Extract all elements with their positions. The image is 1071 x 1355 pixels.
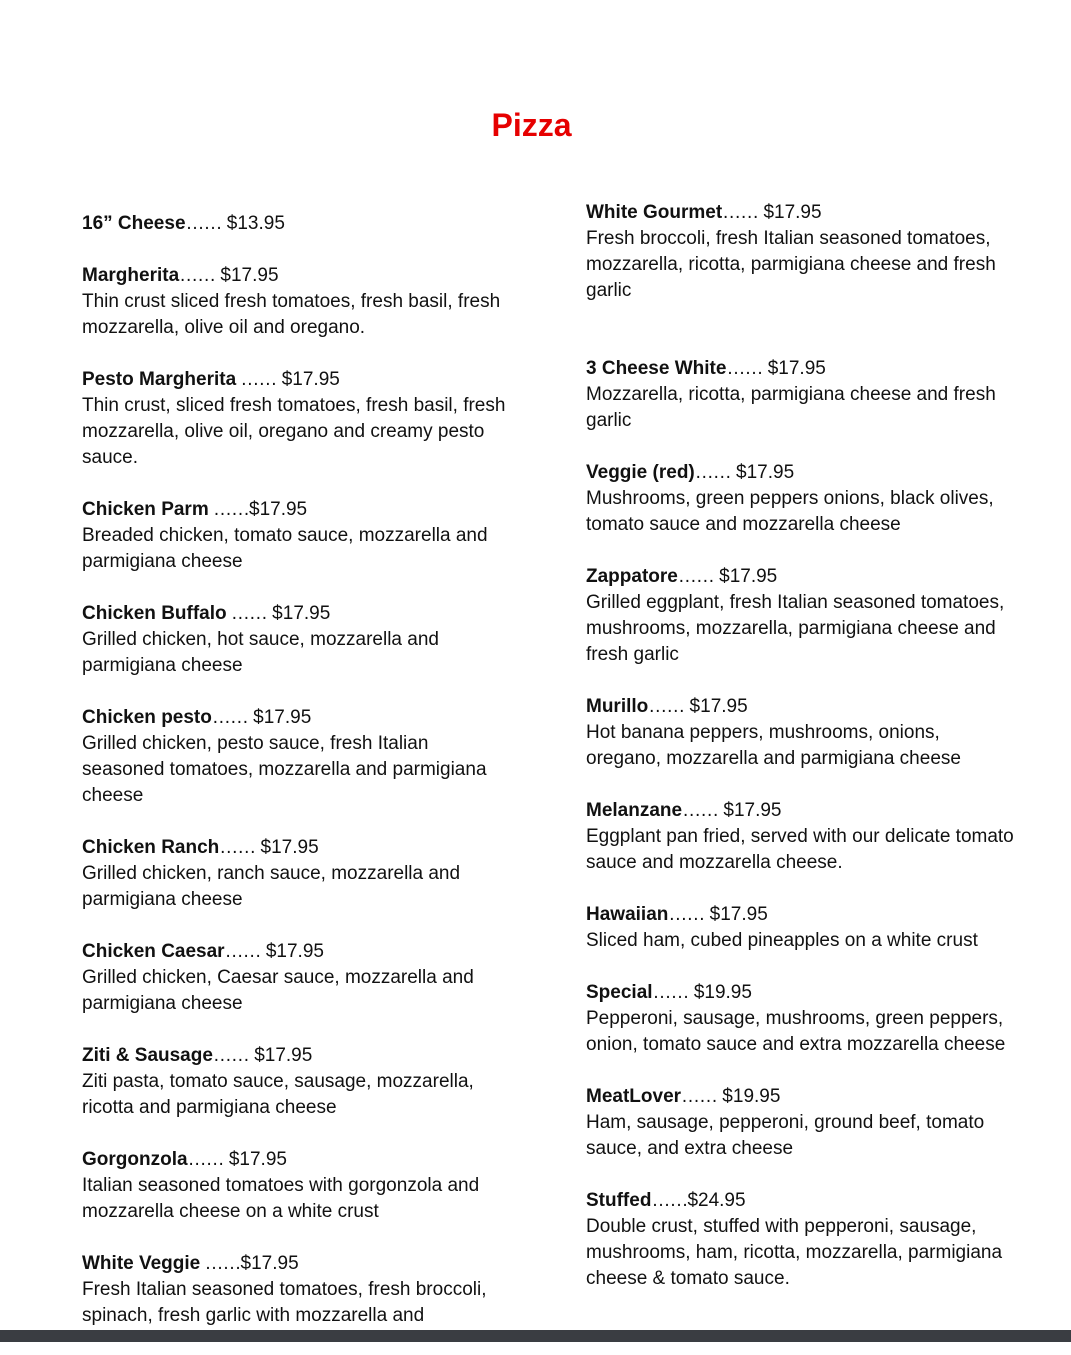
item-name: Pesto Margherita [82,369,237,390]
item-price: $17.95 [249,499,308,520]
item-name: Veggie (red) [586,462,695,483]
item-price: $17.95 [260,941,324,962]
item-description: Grilled eggplant, fresh Italian seasoned tomatoes, mushrooms, mozzarella, parmigiana cheese and fresh garlic [586,592,1005,665]
item-price: $17.95 [276,369,340,390]
item-name: Ziti & Sausage [82,1045,213,1066]
item-price: $17.95 [223,1149,287,1170]
bottom-scroll-bar [0,1330,1071,1342]
menu-item-hawaiian [586,902,1016,954]
item-description: Mozzarella, ricotta, parmigiana cheese and fresh garlic [586,384,996,431]
item-price: $13.95 [221,213,285,234]
menu-item-meatlover [586,1084,1016,1162]
item-dots: …… [726,358,763,379]
item-dots: …… [212,1045,249,1066]
item-price: $17.95 [215,265,279,286]
item-dots: …… [187,1149,224,1170]
item-dots: …… [722,202,759,223]
item-price: $19.95 [688,982,752,1003]
item-dots: …… [694,462,731,483]
item-description: Grilled chicken, Caesar sauce, mozzarella and parmigiana cheese [82,967,474,1014]
item-name: 16” Cheese [82,213,186,234]
menu-item-special [586,980,1016,1058]
item-dots: …… [211,707,248,728]
item-name: White Veggie [82,1253,201,1274]
item-description: Eggplant pan fried, served with our delicate tomato sauce and mozzarella cheese. [586,826,1014,873]
item-name: Special [586,982,653,1003]
menu-column-right [586,200,1016,1318]
item-description: Breaded chicken, tomato sauce, mozzarella and parmigiana cheese [82,525,488,572]
item-dots: …… [682,800,719,821]
item-dots: …… [652,982,689,1003]
item-name: Chicken Buffalo [82,603,227,624]
item-price: $19.95 [717,1086,781,1107]
menu-item-murillo [586,694,1016,772]
item-dots: …… [224,941,261,962]
item-description: Thin crust, sliced fresh tomatoes, fresh basil, fresh mozzarella, olive oil, oregano and creamy pesto sauce. [82,395,506,468]
item-price: $17.95 [684,696,748,717]
menu-item-stuffed [586,1188,1016,1292]
item-dots: …… [219,837,256,858]
item-name: Hawaiian [586,904,669,925]
menu-item-chicken-buffalo [82,601,512,679]
item-price: $17.95 [255,837,319,858]
item-dots: …… [668,904,705,925]
item-dots: …… [681,1086,718,1107]
item-description: Mushrooms, green peppers onions, black olives, tomato sauce and mozzarella cheese [586,488,994,535]
menu-item-margherita [82,263,512,341]
item-name: Chicken pesto [82,707,212,728]
item-price: $17.95 [762,358,826,379]
item-name: Zappatore [586,566,678,587]
menu-item-3-cheese-white [586,356,1016,434]
item-description: Pepperoni, sausage, mushrooms, green peppers, onion, tomato sauce and extra mozzarella cheese [586,1008,1006,1055]
item-price: $17.95 [704,904,768,925]
item-description: Grilled chicken, ranch sauce, mozzarella and parmigiana cheese [82,863,461,910]
menu-item-zappatore [586,564,1016,668]
item-name: Chicken Parm [82,499,209,520]
item-description: Grilled chicken, hot sauce, mozzarella and parmigiana cheese [82,629,439,676]
menu-item-chicken-pesto [82,705,512,809]
item-name: Chicken Caesar [82,941,225,962]
item-name: White Gourmet [586,202,723,223]
item-price: $17.95 [730,462,795,483]
item-price: $17.95 [248,1045,313,1066]
item-dots: …… [208,499,250,520]
item-name: Melanzane [586,800,683,821]
page-title: Pizza [491,107,572,143]
item-name: Margherita [82,265,180,286]
item-dots: …… [651,1190,688,1211]
item-dots: …… [236,369,277,390]
menu-item-16-cheese [82,211,512,237]
menu-item-white-veggie [82,1251,512,1329]
item-description: Ham, sausage, pepperoni, ground beef, tomato sauce, and extra cheese [586,1112,985,1159]
item-name: Stuffed [586,1190,652,1211]
menu-item-pesto-margherita [82,367,512,471]
item-description: Fresh Italian seasoned tomatoes, fresh broccoli, spinach, fresh garlic with mozzarella and [82,1279,487,1326]
item-price: $17.95 [247,707,312,728]
item-price: $17.95 [713,566,778,587]
item-dots: …… [226,603,267,624]
menu-item-chicken-caesar [82,939,512,1017]
menu-item-gorgonzola [82,1147,512,1225]
item-description: Italian seasoned tomatoes with gorgonzola and mozzarella cheese on a white crust [82,1175,480,1222]
item-description: Grilled chicken, pesto sauce, fresh Italian seasoned tomatoes, mozzarella and parmigiana cheese [82,733,487,806]
item-description: Double crust, stuffed with pepperoni, sausage, mushrooms, ham, ricotta, mozzarella, parmigiana cheese & tomato sauce. [586,1216,1003,1289]
item-description: Hot banana peppers, mushrooms, onions, oregano, mozzarella and parmigiana cheese [586,722,961,769]
item-price: $24.95 [687,1190,746,1211]
item-name: Chicken Ranch [82,837,220,858]
menu-item-ziti-sausage [82,1043,512,1121]
menu-item-chicken-parm [82,497,512,575]
item-name: Gorgonzola [82,1149,188,1170]
item-description: Ziti pasta, tomato sauce, sausage, mozzarella, ricotta and parmigiana cheese [82,1071,474,1118]
item-price: $17.95 [240,1253,299,1274]
menu-item-white-gourmet [586,200,1016,304]
item-name: Murillo [586,696,649,717]
item-description: Sliced ham, cubed pineapples on a white crust [586,930,978,951]
menu-item-veggie-red [586,460,1016,538]
item-dots: …… [648,696,685,717]
item-name: 3 Cheese White [586,358,727,379]
item-price: $17.95 [718,800,782,821]
item-name: MeatLover [586,1086,682,1107]
menu-item-chicken-ranch [82,835,512,913]
item-dots: …… [185,213,222,234]
item-dots: …… [200,1253,241,1274]
item-dots: …… [179,265,216,286]
menu-column-left [82,211,512,1355]
item-description: Fresh broccoli, fresh Italian seasoned tomatoes, mozzarella, ricotta, parmigiana cheese and fresh garlic [586,228,996,301]
item-price: $17.95 [266,603,331,624]
item-description: Thin crust sliced fresh tomatoes, fresh basil, fresh mozzarella, olive oil and oregano. [82,291,501,338]
menu-item-melanzane [586,798,1016,876]
item-dots: …… [677,566,714,587]
item-price: $17.95 [758,202,822,223]
